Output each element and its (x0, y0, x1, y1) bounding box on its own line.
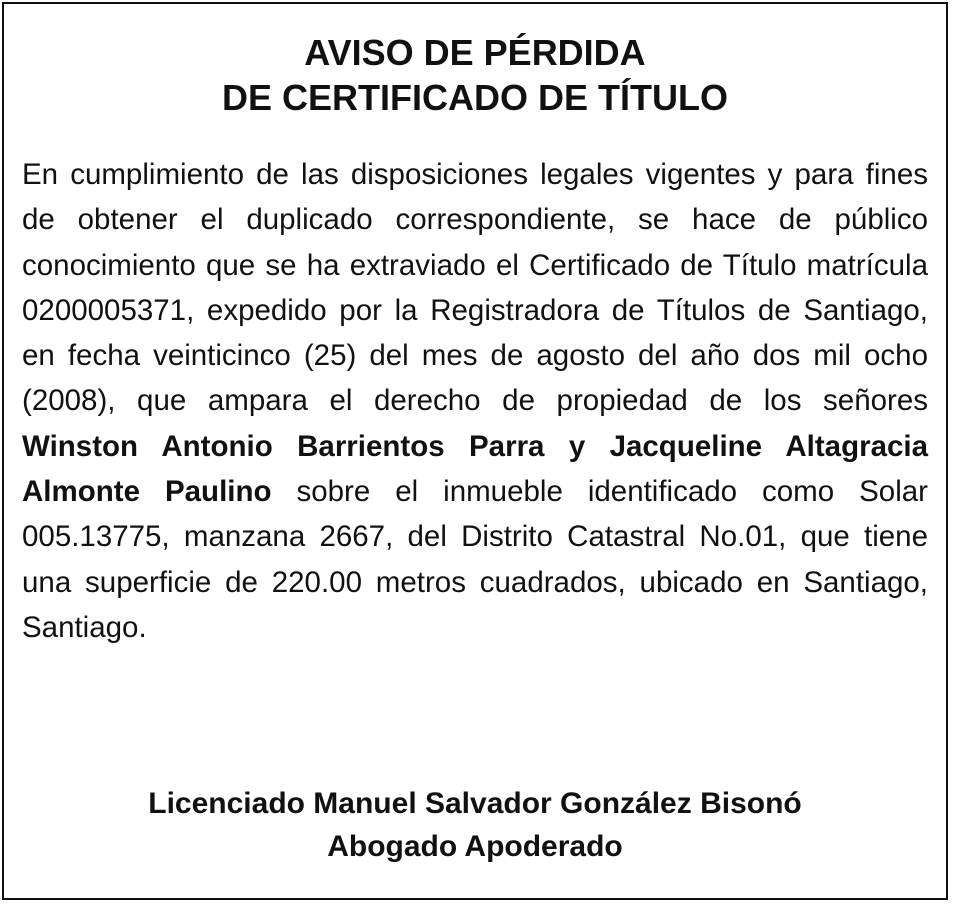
notice-box (2, 2, 948, 900)
notice-title-line1: AVISO DE PÉRDIDA (304, 32, 646, 73)
notice-title-line2: DE CERTIFICADO DE TÍTULO (222, 77, 728, 118)
notice-body-property: sobre el inmueble identificado como Solar 005.13775, manzana 2667, del Distrito Catastral No.01, que tiene una superficie de 220.00 metros cuadrados, ubicado en Santiago, Santiago. (22, 475, 928, 644)
notice-body (22, 152, 928, 650)
notice-owners: Winston Antonio Barrientos Parra y Jacqueline Altagracia Almonte Paulino (22, 429, 928, 509)
signer-name: Licenciado Manuel Salvador González Bisonó (148, 787, 802, 820)
signer-role: Abogado Apoderado (327, 830, 623, 863)
notice-body-intro: En cumplimiento de las disposiciones legales vigentes y para fines de obtener el duplicado correspondiente, se hace de público conocimiento que se ha extraviado el Certificado de Título matrícula 0200005371, expedido por la Registradora de Títulos de Santiago, en fecha veinticinco (25) del mes de agosto del año dos mil ocho (2008), que ampara el derecho de propiedad de los señores (22, 158, 928, 418)
